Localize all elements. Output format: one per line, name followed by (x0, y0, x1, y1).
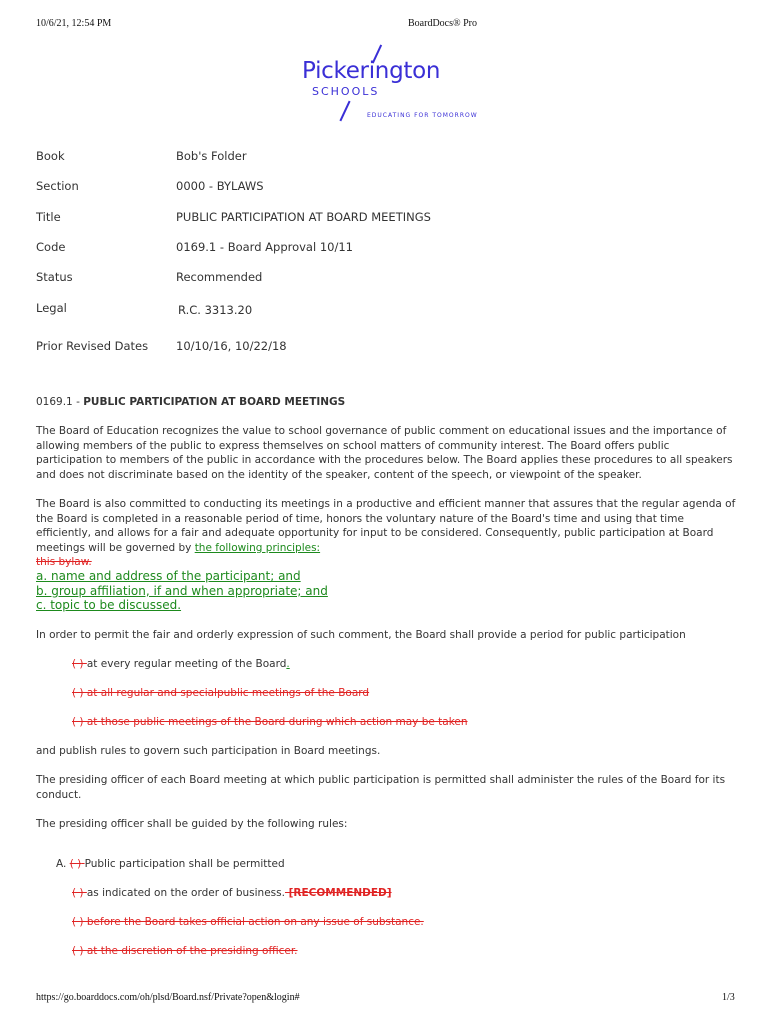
meta-value: 0169.1 - Board Approval 10/11 (176, 240, 353, 254)
district-logo (296, 42, 486, 124)
deleted-checkbox: ( ) (72, 658, 84, 670)
paragraph-3: In order to permit the fair and orderly expression of such comment, the Board shall provide a period for public participation (36, 629, 686, 641)
meta-value: Recommended (176, 270, 263, 284)
paragraph-4: and publish rules to govern such participation in Board meetings. (36, 745, 381, 757)
meta-label: Code (36, 240, 66, 254)
option-every-regular-meeting (72, 657, 290, 672)
option-text: as indicated on the order of business. (86, 887, 285, 899)
rule-a-option-discretion-deleted: ( ) at the discretion of the presiding officer. (72, 945, 298, 957)
principle-item: b. group affiliation, if and when appropriate; and (36, 583, 328, 598)
deleted-recommended-tag: [RECOMMENDED] (284, 887, 392, 899)
logo-slash-bottom (339, 101, 350, 122)
paragraph-5: The presiding officer of each Board meeting at which public participation is permitted shall administer the rules of the Board for its conduct. (36, 774, 726, 801)
logo-sub: SCHOOLS (312, 85, 380, 98)
rule-text: Public participation shall be permitted (84, 858, 285, 870)
page-number: 1/3 (722, 992, 735, 1003)
document-heading (36, 395, 736, 410)
print-app-title: BoardDocs® Pro (408, 18, 477, 29)
meta-label: Book (36, 149, 65, 163)
logo-tagline: EDUCATING FOR TOMORROW (367, 112, 478, 119)
heading-title: PUBLIC PARTICIPATION AT BOARD MEETINGS (83, 396, 346, 408)
print-date: 10/6/21, 12:54 PM (36, 18, 112, 29)
principles-list (36, 569, 736, 613)
rule-a-option-before-action-deleted: ( ) before the Board takes official action on any issue of substance. (72, 916, 424, 928)
meta-value: Bob's Folder (176, 149, 247, 163)
principle-item: a. name and address of the participant; and (36, 569, 301, 583)
meta-label: Title (36, 210, 61, 224)
inserted-text: . (286, 658, 290, 670)
meta-label: Section (36, 179, 79, 193)
option-action-meetings-deleted: ( ) at those public meetings of the Board during which action may be taken (72, 716, 468, 728)
rule-letter: A. (56, 858, 67, 870)
logo-name: Pickerington (302, 58, 441, 84)
option-all-meetings-deleted: ( ) at all regular and specialpublic meetings of the Board (72, 687, 370, 699)
meta-value: PUBLIC PARTICIPATION AT BOARD MEETINGS (176, 210, 431, 224)
option-text: at every regular meeting of the Board (86, 658, 287, 670)
meta-label: Prior Revised Dates (36, 339, 149, 353)
print-url: https://go.boarddocs.com/oh/plsd/Board.nsf/Private?open&login# (36, 992, 300, 1003)
meta-value: 0000 - BYLAWS (176, 179, 264, 193)
meta-value: R.C. 3313.20 (178, 303, 253, 317)
deleted-checkbox: ( ) (69, 858, 82, 870)
meta-label: Legal (36, 301, 67, 315)
paragraph-2 (36, 497, 736, 570)
heading-code: 0169.1 - (36, 396, 84, 408)
paragraph-2-text: The Board is also committed to conducting its meetings in a productive and efficient manner that assures that the regular agenda of the Board is completed in a reasonable period of time, honors the voluntary nature of the Board's time and using that time efficiently, and allows for a fair and adequate opportunity for input to be considered. Consequently, public participation at Board meetings will be governed by (36, 498, 736, 554)
principle-item: c. topic to be discussed. (36, 598, 182, 612)
meta-label: Status (36, 270, 73, 284)
deleted-text: this bylaw. (36, 556, 92, 568)
inserted-text: the following principles: (194, 541, 321, 554)
deleted-checkbox: ( ) (72, 887, 84, 899)
paragraph-1: The Board of Education recognizes the value to school governance of public comment on educational issues and the importance of allowing members of the public to express themselves on school matters of community interest. The Board offers public participation to members of the public in accordance with the procedures below. The Board applies these procedures to all speakers and does not discriminate based on the identity of the speaker, content of the speech, or viewpoint of the speaker. (36, 425, 733, 481)
paragraph-6: The presiding officer shall be guided by the following rules: (36, 818, 348, 830)
meta-value: 10/10/16, 10/22/18 (176, 339, 287, 353)
rule-a (56, 857, 285, 872)
rule-a-option-order-of-business (72, 886, 392, 901)
